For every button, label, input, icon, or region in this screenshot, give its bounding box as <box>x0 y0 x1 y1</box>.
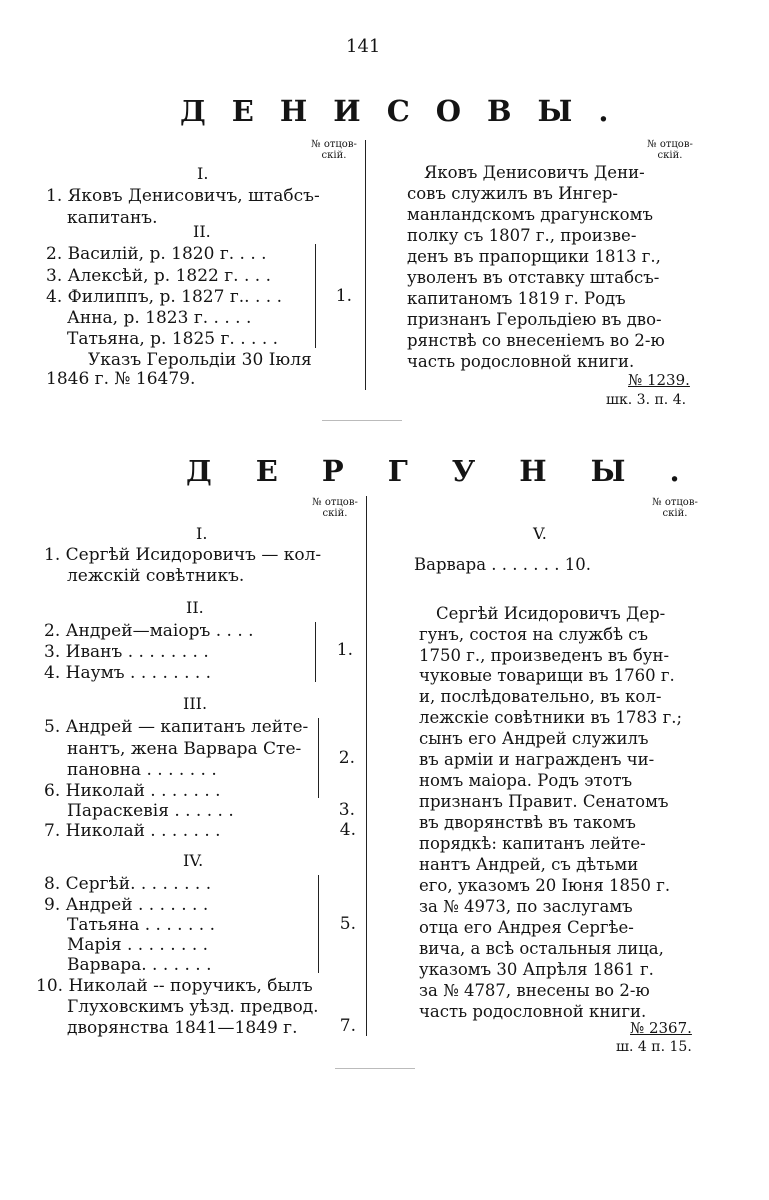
genealogy-line: 3. Иванъ . . . . . . . . <box>44 642 209 662</box>
narrative-line: Сергѣй Исидоровичъ Дер- <box>436 604 666 623</box>
genealogy-line: нантъ, жена Варвара Сте- <box>67 739 302 759</box>
father-number: 3. <box>338 800 355 820</box>
father-number-header-right: № отцов- скій. <box>647 139 693 161</box>
genealogy-line: 2. Андрей—маіоръ . . . . <box>44 621 254 641</box>
father-number: 1. <box>335 286 352 306</box>
narrative-line: вича, а всѣ остальныя лица, <box>419 939 664 958</box>
narrative-line: его, указомъ 20 Іюня 1850 г. <box>419 876 671 895</box>
brace <box>315 244 316 348</box>
generation-label: I. <box>197 164 209 183</box>
father-number: 2. <box>338 748 355 768</box>
narrative-line: нантъ Андрей, съ дѣтьми <box>419 855 639 874</box>
generation-label: IV. <box>183 851 204 870</box>
generation-label: V. <box>533 524 547 543</box>
genealogy-line: пановна . . . . . . . <box>67 760 217 780</box>
genealogy-line: 4. Наумъ . . . . . . . . <box>44 663 212 683</box>
narrative-line: порядкѣ: капитанъ лейте- <box>419 834 646 853</box>
decree-line: 1846 г. № 16479. <box>46 369 196 389</box>
narrative-line: и, послѣдовательно, въ кол- <box>419 687 662 706</box>
generation-label: III. <box>183 694 208 713</box>
genealogy-line: 1. Яковъ Денисовичъ, штабсъ- <box>46 186 320 206</box>
narrative-line: въ дворянствѣ въ такомъ <box>419 813 636 832</box>
section-title <box>0 94 769 130</box>
genealogy-line: 7. Николай . . . . . . . <box>44 821 221 841</box>
narrative-line: манландскомъ драгунскомъ <box>407 205 653 224</box>
father-number-header-right: № отцов- скій. <box>652 497 698 519</box>
section-title-text: ДЕРГУНЫ. <box>186 454 724 488</box>
genealogy-line: 4. Филиппъ, р. 1827 г.. . . . <box>46 287 282 307</box>
genealogy-line: Анна, р. 1823 г. . . . . <box>67 308 252 328</box>
father-number: 4. <box>339 820 356 840</box>
narrative-line: полку съ 1807 г., произве- <box>407 226 637 245</box>
narrative-line: капитаномъ 1819 г. Родъ <box>407 289 626 308</box>
genealogy-line: дворянства 1841—1849 г. <box>67 1018 298 1038</box>
decree-line: Указъ Герольдіи 30 Іюля <box>88 350 312 370</box>
genealogy-line: Глуховскимъ уѣзд. предвод. <box>67 997 319 1017</box>
father-number: 7. <box>339 1016 356 1036</box>
narrative-line: признанъ Герольдіею въ дво- <box>407 310 662 329</box>
genealogy-line: 6. Николай . . . . . . . <box>44 781 221 801</box>
shelf-mark: ш. 4 п. 15. <box>616 1039 692 1055</box>
narrative-line: гунъ, состоя на службѣ съ <box>419 625 649 644</box>
generation-label: I. <box>196 524 208 543</box>
genealogy-line: Татьяна . . . . . . . <box>67 915 215 935</box>
narrative-line: лежскіе совѣтники въ 1783 г.; <box>419 708 683 727</box>
genealogy-line: Варвара. . . . . . . <box>67 955 212 975</box>
column-divider <box>365 140 366 390</box>
shelf-mark: шк. 3. п. 4. <box>606 392 687 408</box>
genealogy-line: 8. Сергѣй. . . . . . . . <box>44 874 212 894</box>
father-number: 1. <box>336 640 353 660</box>
narrative-line: за № 4973, по заслугамъ <box>419 897 633 916</box>
narrative-line: уволенъ въ отставку штабсъ- <box>407 268 660 287</box>
father-number-header-left: № отцов- скій. <box>312 497 358 519</box>
genealogy-line: 1. Сергѣй Исидоровичъ — кол- <box>44 545 322 565</box>
narrative-line: признанъ Правит. Сенатомъ <box>419 792 669 811</box>
narrative-line: часть родословной книги. <box>407 352 635 371</box>
genealogy-line: 10. Николай -- поручикъ, былъ <box>36 976 313 996</box>
genealogy-line: 2. Василій, р. 1820 г. . . . <box>46 244 267 264</box>
narrative-line: 1750 г., произведенъ въ бун- <box>419 646 670 665</box>
column-divider <box>366 496 367 1036</box>
record-number: № 1239. <box>628 371 690 389</box>
narrative-line: указомъ 30 Апрѣля 1861 г. <box>419 960 654 979</box>
narrative-line: въ арміи и награжденъ чи- <box>419 750 655 769</box>
brace <box>318 718 319 798</box>
generation-label: II. <box>186 598 204 617</box>
genealogy-line: капитанъ. <box>67 208 158 228</box>
narrative-line: Яковъ Денисовичъ Дени- <box>424 163 645 182</box>
father-number-header-left: № отцов- скій. <box>311 139 357 161</box>
narrative-line: часть родословной книги. <box>419 1002 647 1021</box>
narrative-line: совъ служилъ въ Ингер- <box>407 184 619 203</box>
narrative-line: отца его Андрея Сергѣе- <box>419 918 634 937</box>
generation-label: II. <box>193 222 211 241</box>
genealogy-line: Варвара . . . . . . . 10. <box>414 555 591 574</box>
narrative-line: сынъ его Андрей служилъ <box>419 729 649 748</box>
genealogy-line: 3. Алексѣй, р. 1822 г. . . . <box>46 266 271 286</box>
genealogy-line: 9. Андрей . . . . . . . <box>44 895 209 915</box>
genealogy-line: Марія . . . . . . . . <box>67 935 209 955</box>
brace <box>318 875 319 973</box>
brace <box>315 622 316 682</box>
genealogy-line: 5. Андрей — капитанъ лейте- <box>44 717 309 737</box>
genealogy-line: Татьяна, р. 1825 г. . . . . <box>67 329 279 349</box>
genealogy-line: лежскій совѣтникъ. <box>67 566 245 586</box>
narrative-line: за № 4787, внесены во 2-ю <box>419 981 650 1000</box>
record-number: № 2367. <box>630 1019 692 1037</box>
narrative-line: чуковые товарищи въ 1760 г. <box>419 666 675 685</box>
narrative-line: рянствѣ со внесеніемъ во 2-ю <box>407 331 665 350</box>
narrative-line: денъ въ прапорщики 1813 г., <box>407 247 661 266</box>
narrative-line: номъ маіора. Родъ этотъ <box>419 771 633 790</box>
section-separator <box>322 420 402 421</box>
father-number: 5. <box>339 914 356 934</box>
genealogy-line: Параскевія . . . . . . <box>67 801 234 821</box>
section-separator <box>335 1068 415 1069</box>
page-number: 141 <box>346 36 381 57</box>
section-title-text: ДЕНИСОВЫ. <box>180 94 635 128</box>
section-title <box>0 454 769 490</box>
